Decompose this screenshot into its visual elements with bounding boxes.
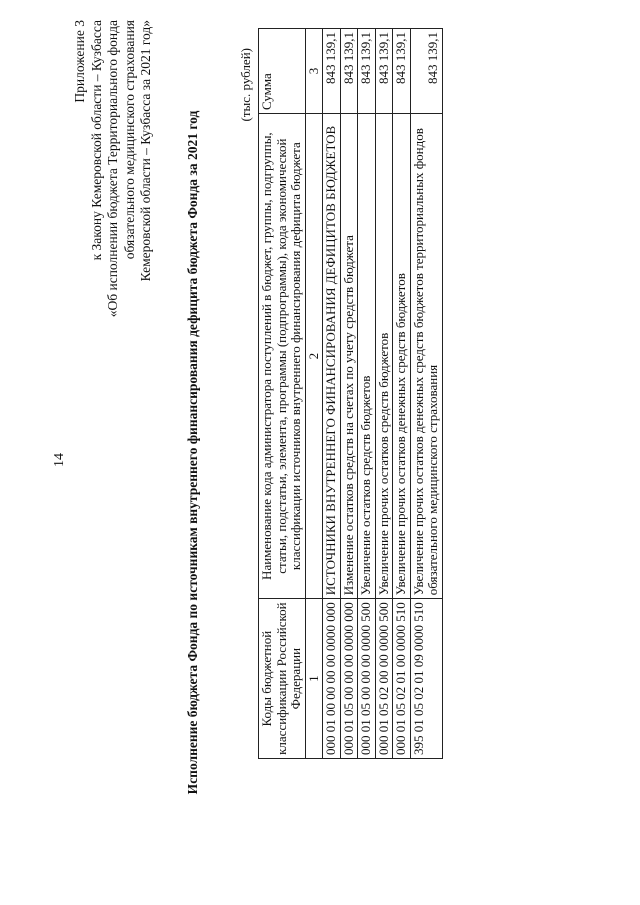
appendix-line: Приложение 3 bbox=[72, 20, 87, 103]
row-name: Увеличение прочих остатков средств бюджетов bbox=[375, 114, 393, 599]
row-name: ИСТОЧНИКИ ВНУТРЕННЕГО ФИНАНСИРОВАНИЯ ДЕФИЦИТОВ БЮДЖЕТОВ bbox=[323, 114, 341, 599]
row-code: 000 01 05 02 00 00 0000 500 bbox=[375, 599, 393, 759]
table-row bbox=[375, 29, 393, 759]
row-sum: 843 139,1 bbox=[340, 29, 358, 114]
row-sum: 843 139,1 bbox=[375, 29, 393, 114]
row-code: 000 01 05 00 00 00 0000 500 bbox=[358, 599, 376, 759]
row-name: Увеличение прочих остатков денежных средств бюджетов bbox=[393, 114, 411, 599]
row-sum: 843 139,1 bbox=[393, 29, 411, 114]
column-number: 2 bbox=[305, 114, 323, 599]
row-sum: 843 139,1 bbox=[410, 29, 442, 114]
header-code: Коды бюджетной классификации Российской Федерации bbox=[259, 599, 306, 759]
row-name: Изменение остатков средств на счетах по учету средств бюджета bbox=[340, 114, 358, 599]
table-row bbox=[340, 29, 358, 759]
column-number-row bbox=[305, 29, 323, 759]
table-header-row bbox=[259, 29, 306, 759]
row-name: Увеличение остатков средств бюджетов bbox=[358, 114, 376, 599]
appendix-line: обязательного медицинского страхования bbox=[121, 20, 137, 260]
header-name: Наименование кода администратора поступлений в бюджет, группы, подгруппы, статьи, подстатьи, элемента, программы (подпрограммы), кода экономической классификации источников внутреннего финансирования дефицита бюджета bbox=[259, 114, 306, 599]
document-title: Исполнение бюджета Фонда по источникам внутреннего финансирования дефицита бюджета Фонда за 2021 год bbox=[185, 110, 200, 795]
row-code: 000 01 05 02 01 00 0000 510 bbox=[393, 599, 411, 759]
row-code: 000 01 00 00 00 00 0000 000 bbox=[323, 599, 341, 759]
table-row bbox=[358, 29, 376, 759]
unit-label: (тыс. рублей) bbox=[238, 48, 253, 122]
row-sum: 843 139,1 bbox=[323, 29, 341, 114]
row-sum: 843 139,1 bbox=[358, 29, 376, 114]
column-number: 3 bbox=[305, 29, 323, 114]
row-code: 000 01 05 00 00 00 0000 000 bbox=[340, 599, 358, 759]
appendix-note bbox=[72, 20, 155, 540]
budget-table bbox=[258, 28, 443, 759]
table-row bbox=[323, 29, 341, 759]
table-row bbox=[393, 29, 411, 759]
row-name: Увеличение прочих остатков денежных средств бюджетов территориальных фондов обязательного медицинского страхования bbox=[410, 114, 442, 599]
row-code: 395 01 05 02 01 09 0000 510 bbox=[410, 599, 442, 759]
column-number: 1 bbox=[305, 599, 323, 759]
appendix-line: к Закону Кемеровской области – Кузбасса bbox=[88, 20, 104, 261]
table-row bbox=[410, 29, 442, 759]
appendix-line: «Об исполнении бюджета Территориального фонда bbox=[105, 20, 120, 318]
appendix-line: Кемеровской области – Кузбасса за 2021 год» bbox=[138, 20, 153, 282]
header-sum: Сумма bbox=[259, 29, 306, 114]
page-number: 14 bbox=[52, 453, 67, 467]
